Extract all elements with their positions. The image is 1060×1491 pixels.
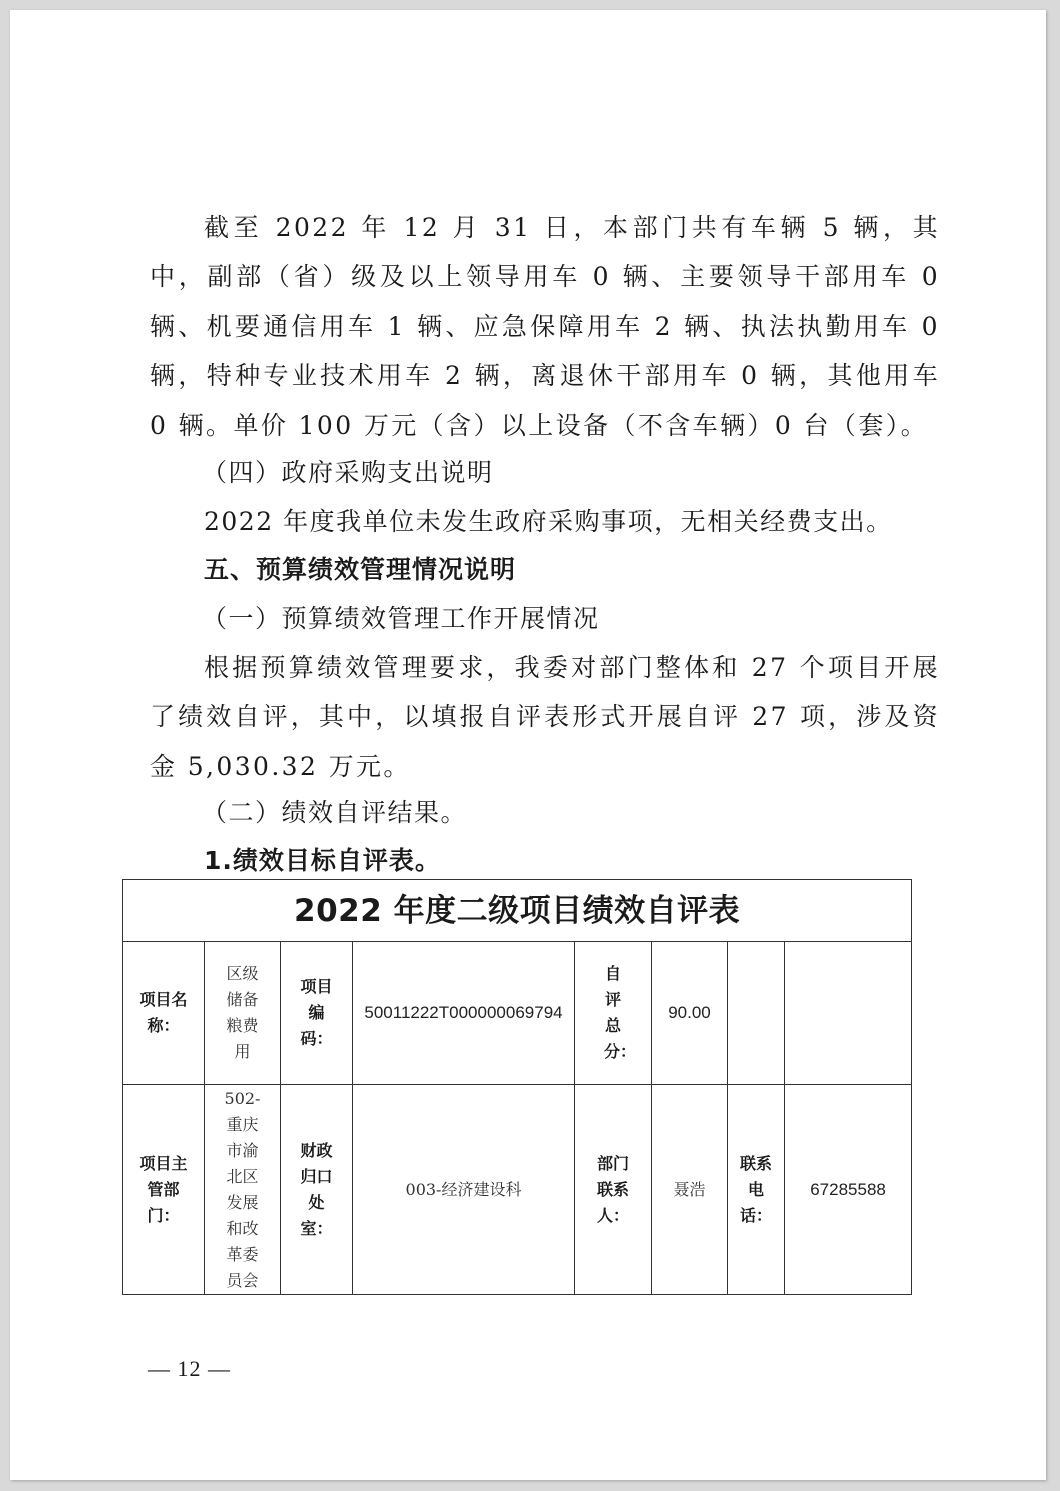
heading-government-procurement: （四）政府采购支出说明 [202, 458, 494, 487]
heading-table-intro: 1.绩效目标自评表。 [204, 846, 441, 875]
procurement-paragraph: 2022 年度我单位未发生政府采购事项，无相关经费支出。 [204, 507, 893, 536]
performance-table-wrapper [122, 879, 911, 1295]
phone-label: 联系电话： [728, 1085, 785, 1295]
phone-value: 67285588 [785, 1085, 912, 1295]
contact-person-label: 部门联系人： [575, 1085, 652, 1295]
department-value: 502-重庆市渝北区发展和改革委员会 [205, 1085, 281, 1295]
heading-subsection-two: （二）绩效自评结果。 [202, 798, 468, 827]
self-score-label: 自评总分： [575, 942, 652, 1085]
document-page [10, 10, 1046, 1480]
performance-paragraph: 根据预算绩效管理要求，我委对部门整体和 27 个项目开展了绩效自评，其中，以填报自评表形式开展自评 27 项，涉及资金 5,030.32 万元。 [150, 653, 940, 781]
heading-section-five: 五、预算绩效管理情况说明 [204, 555, 517, 584]
empty-cell-b [785, 942, 912, 1085]
vehicle-paragraph: 截至 2022 年 12 月 31 日，本部门共有车辆 5 辆，其中，副部（省）级及以上领导用车 0 辆、主要领导干部用车 0 辆、机要通信用车 1 辆、应急保障用车 2 辆、执法执勤用车 0 辆，特种专业技术用车 2 辆，离退休干部用车 0 辆，其他用车 0 辆。单价 100 万元（含）以上设备（不含车辆）0 台（套）。 [150, 213, 940, 440]
contact-person-value: 聂浩 [652, 1085, 728, 1295]
project-code-value: 50011222T000000069794 [353, 942, 575, 1085]
heading-subsection-one: （一）预算绩效管理工作开展情况 [202, 604, 600, 633]
self-score-value: 90.00 [652, 942, 728, 1085]
finance-office-value: 003-经济建设科 [353, 1085, 575, 1295]
project-name-label: 项目名称： [123, 942, 205, 1085]
department-label: 项目主管部门： [123, 1085, 205, 1295]
table-title: 2022 年度二级项目绩效自评表 [123, 880, 912, 942]
performance-table [122, 879, 912, 1295]
project-code-label: 项目编码： [281, 942, 353, 1085]
project-name-value: 区级储备粮费用 [205, 942, 281, 1085]
finance-office-label: 财政归口处室： [281, 1085, 353, 1295]
empty-cell-a [728, 942, 785, 1085]
page-number: — 12 — [148, 1356, 231, 1381]
